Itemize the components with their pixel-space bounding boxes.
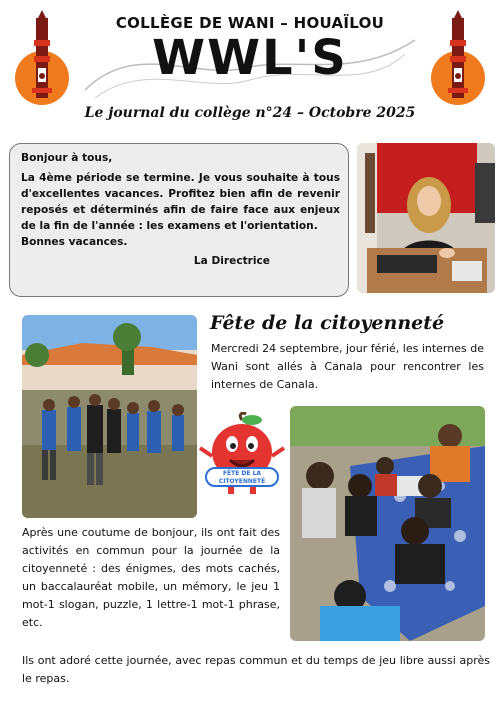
editorial-body: La 4ème période se termine. Je vous souhaite à tous d'excellentes vacances. Profitez bien afin de revenir reposés et déterminés afin de faire face aux enjeux de la fin de l'année : les examens et l'orientation. — [21, 172, 340, 232]
apple-mascot-icon — [198, 412, 286, 504]
school-name: COLLÈGE DE WANI – HOUAÏLOU — [115, 14, 385, 32]
article-closing: Ils ont adoré cette journée, avec repas commun et du temps de jeu libre aussi après le repas. — [22, 654, 490, 685]
issue-subtitle: Le journal du collège n°24 – Octobre 2025 — [84, 105, 416, 121]
group-photo — [22, 315, 197, 518]
editorial-greeting: Bonjour à tous, — [21, 152, 113, 164]
editorial-signature: La Directrice — [193, 255, 270, 267]
editorial-closing: Bonnes vacances. — [21, 236, 128, 248]
article-body: Après une coutume de bonjour, ils ont fait des activités en commun pour la journée de la citoyenneté : des énigmes, des mots cachés, un baccalauréat mobile, un mémory, le jeu 1 mot-1 slogan, puzzle, 1 lettre-1 mot-1 phrase, etc. — [22, 526, 280, 629]
newspaper-title: WWL'S — [152, 30, 348, 86]
activity-photo — [290, 406, 485, 641]
article-intro: Mercredi 24 septembre, jour férié, les internes de Wani sont allés à Canala pour rencontrer les internes de Canala. — [211, 342, 484, 391]
editorial-box — [9, 143, 349, 297]
article-title: Fête de la citoyenneté — [210, 312, 445, 334]
director-photo — [357, 143, 495, 293]
mascot-banner: FÊTE DE LA CITOYENNETÉ — [218, 470, 266, 485]
